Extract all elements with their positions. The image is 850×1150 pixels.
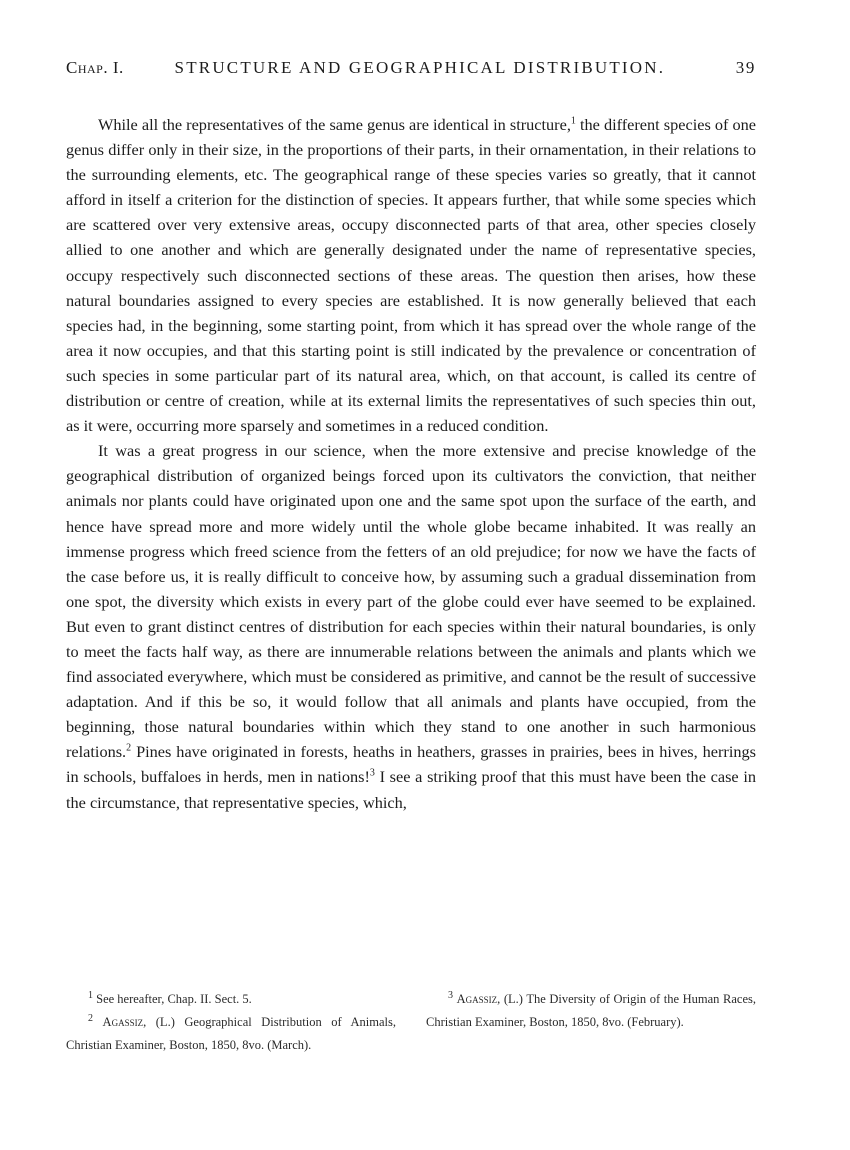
text-run: the different species of one genus differ only in their size, in the proportions of their parts, in their ornamentation, in their relations to the surrounding elements, etc. The geographical range of these species varies so greatly, that it cannot afford in itself a criterion for the distinction of species. It appears further, that while some species which are scattered over very extensive areas, occupy disconnected parts of that area, other species closely allied to one another and which are generally designated under the name of representative species, occupy respectively such disconnected sections of these areas. The question then arises, how these natural boundaries assigned to every species are established. It is now generally believed that each species had, in the beginning, some starting point, from which it has spread over the whole range of the area it now occupies, and that this starting point is still indicated by the prevalence or concentration of such species in some particular part of its natural area, which, on that account, is called its centre of distribution or centre of creation, while at its external limits the representatives of such species thin out, as it were, occurring more sparsely and sometimes in a reduced condition. [66, 115, 756, 436]
footnote-text: (L.) The Diversity of Origin of the Human Races, Christian Examiner, Boston, 1850, 8vo. (February). [426, 992, 756, 1029]
footnote-ref: 3 [369, 768, 375, 780]
running-head [66, 58, 756, 88]
footnote [426, 988, 756, 1034]
footnote-mark: 2 [88, 1012, 93, 1024]
chapter-label: Chap. I. [66, 58, 124, 77]
footnote-mark: 3 [448, 989, 453, 1001]
text-run: Pines have originated in forests, heaths in heathers, grasses in prairies, bees in hives, herrings in schools, buffaloes in herds, men in nations! [66, 742, 756, 787]
page [66, 58, 756, 815]
footnote-author: Agassiz, [102, 1015, 147, 1029]
running-title: STRUCTURE AND GEOGRAPHICAL DISTRIBUTION. [174, 58, 666, 77]
paragraph [66, 112, 756, 438]
page-number: 39 [735, 58, 756, 77]
footnote-author: Agassiz, [456, 992, 501, 1006]
footnote-ref: 2 [126, 742, 132, 754]
footnotes-left-column [66, 988, 396, 1057]
footnotes [66, 988, 756, 1057]
body-text [66, 112, 756, 815]
text-run: It was a great progress in our science, when the more extensive and precise knowledge of the geographical distribution of organized beings forced upon its cultivators the conviction, that neither animals nor plants could have originated upon one and the same spot upon the surface of the earth, and hence have spread more and more widely until the whole globe became inhabited. It was really an immense progress which freed science from the fetters of an old prejudice; for now we have the facts of the case before us, it is really difficult to conceive how, by assuming such a gradual dissemination from one spot, the diversity which exists in every part of the globe could ever have seemed to be explained. But even to grant distinct centres of distribution for each species within their natural boundaries, is only to meet the facts half way, as there are innumerable relations between the animals and plants which we find associated everywhere, which must be considered as primitive, and cannot be the result of successive adaptation. And if this be so, it would follow that all animals and plants have occupied, from the beginning, those natural boundaries within which they stand to one another in such harmonious relations. [66, 441, 756, 762]
text-run: While all the representatives of the same genus are identical in structure, [98, 115, 571, 134]
footnote-ref: 1 [570, 115, 576, 127]
footnote [66, 1011, 396, 1057]
footnote-text: (L.) Geographical Distribution of Animals, Christian Examiner, Boston, 1850, 8vo. (March). [66, 1015, 396, 1052]
footnote [66, 988, 396, 1011]
footnotes-right-column [426, 988, 756, 1057]
footnote-mark: 1 [88, 989, 93, 1001]
paragraph [66, 438, 756, 814]
text-run: I see a striking proof that this must have been the case in the circumstance, that representative species, which, [66, 767, 756, 812]
footnote-text: See hereafter, Chap. II. Sect. 5. [93, 992, 252, 1006]
